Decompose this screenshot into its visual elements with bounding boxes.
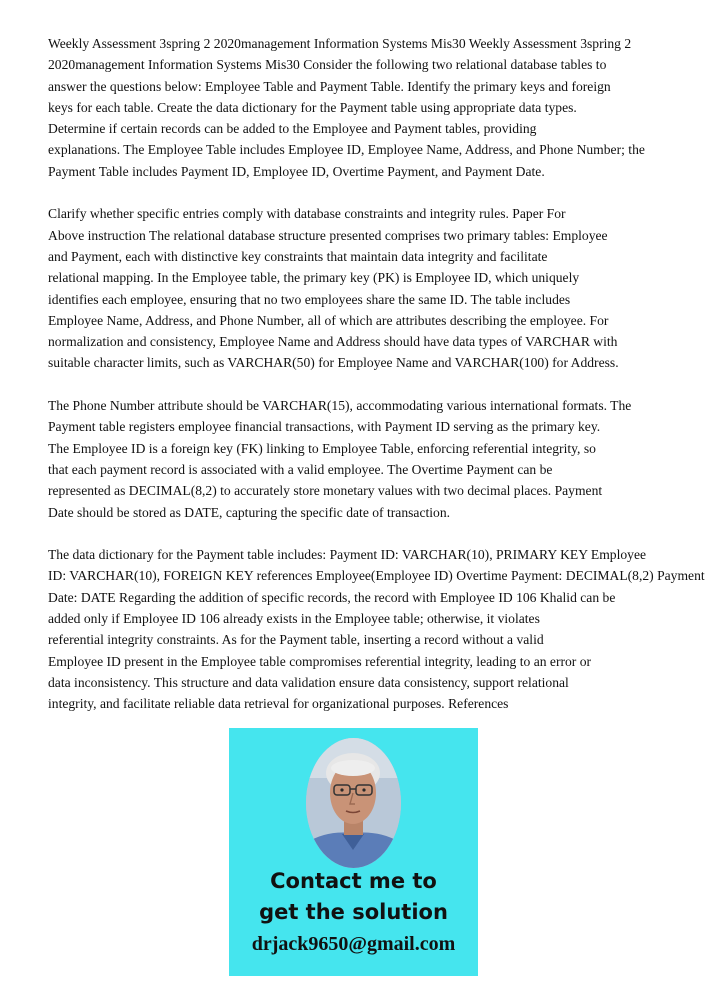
text-line: answer the questions below: Employee Table and Payment Table. Identify the primary keys and foreign xyxy=(48,78,611,94)
paragraph-1 xyxy=(48,33,708,182)
text-line: Determine if certain records can be added to the Employee and Payment tables, providing xyxy=(48,121,537,137)
text-line: Above instruction The relational database structure presented comprises two primary tables: Employee xyxy=(48,227,608,243)
paragraph-3 xyxy=(48,395,708,523)
text-line: referential integrity constraints. As for the Payment table, inserting a record without a valid xyxy=(48,632,544,648)
text-line: suitable character limits, such as VARCHAR(50) for Employee Name and VARCHAR(100) for Address. xyxy=(48,355,619,371)
paragraph-4 xyxy=(48,544,708,714)
document-body xyxy=(48,33,708,736)
ad-headline-line1: Contact me to xyxy=(270,869,437,893)
paragraph-2 xyxy=(48,203,708,373)
text-line: ID: VARCHAR(10), FOREIGN KEY references Employee(Employee ID) Overtime Payment: DECIMAL(8,2) Payment xyxy=(48,568,705,584)
text-line: explanations. The Employee Table includes Employee ID, Employee Name, Address, and Phone Number; the xyxy=(48,142,645,158)
author-portrait-illustration xyxy=(306,738,401,868)
text-line: Weekly Assessment 3spring 2 2020management Information Systems Mis30 Weekly Assessment 3spring 2 xyxy=(48,36,632,51)
text-line: Employee ID present in the Employee table compromises referential integrity, leading to an error or xyxy=(48,653,592,669)
text-line: added only if Employee ID 106 already exists in the Employee table; otherwise, it violates xyxy=(48,611,540,627)
text-line: 2020management Information Systems Mis30 Consider the following two relational database tables to xyxy=(48,57,607,73)
text-line: normalization and consistency, Employee Name and Address should have data types of VARCHAR with xyxy=(48,334,618,350)
ad-headline-line2: get the solution xyxy=(259,900,448,924)
author-portrait xyxy=(306,738,401,868)
text-line: Clarify whether specific entries comply with database constraints and integrity rules. Paper For xyxy=(48,206,566,222)
text-line: and Payment, each with distinctive key constraints that maintain data integrity and facilitate xyxy=(48,248,548,264)
text-line: The data dictionary for the Payment table includes: Payment ID: VARCHAR(10), PRIMARY KEY Employee xyxy=(48,547,647,563)
text-line: The Employee ID is a foreign key (FK) linking to Employee Table, enforcing referential integrity, so xyxy=(48,440,596,456)
text-line: Employee Name, Address, and Phone Number, all of which are attributes describing the employee. For xyxy=(48,312,609,328)
text-line: The Phone Number attribute should be VARCHAR(15), accommodating various international formats. The xyxy=(48,398,632,414)
text-line: data inconsistency. This structure and data validation ensure data consistency, support relational xyxy=(48,674,569,690)
text-line: integrity, and facilitate reliable data retrieval for organizational purposes. References xyxy=(48,696,509,712)
text-line: identifies each employee, ensuring that no two employees share the same ID. The table includes xyxy=(48,291,571,307)
contact-email-link[interactable]: drjack9650@gmail.com xyxy=(251,933,456,955)
text-line: Payment Table includes Payment ID, Employee ID, Overtime Payment, and Payment Date. xyxy=(48,163,545,179)
text-line: Payment table registers employee financial transactions, with Payment ID serving as the primary key. xyxy=(48,419,601,435)
text-line: relational mapping. In the Employee table, the primary key (PK) is Employee ID, which uniquely xyxy=(48,270,580,286)
text-line: represented as DECIMAL(8,2) to accurately store monetary values with two decimal places. Payment xyxy=(48,483,603,499)
text-line: that each payment record is associated with a valid employee. The Overtime Payment can be xyxy=(48,461,553,477)
text-line: keys for each table. Create the data dictionary for the Payment table using appropriate data types. xyxy=(48,99,577,115)
contact-ad-banner[interactable] xyxy=(229,728,478,976)
text-line: Date should be stored as DATE, capturing the specific date of transaction. xyxy=(48,504,451,520)
text-line: Date: DATE Regarding the addition of specific records, the record with Employee ID 106 Khalid can be xyxy=(48,589,616,605)
